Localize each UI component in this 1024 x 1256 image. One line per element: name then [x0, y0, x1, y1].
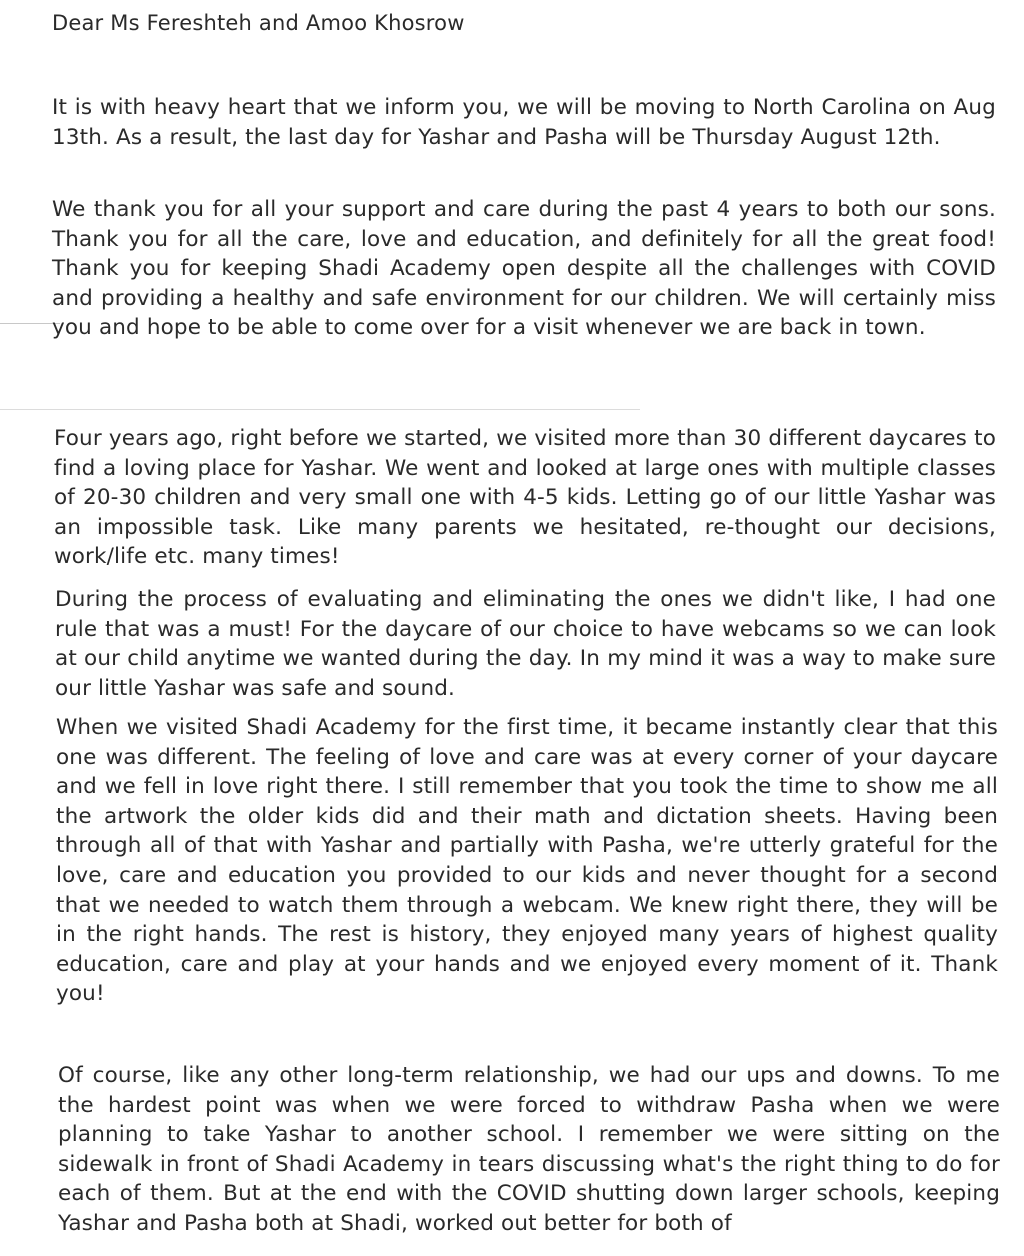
paragraph-first-visit: When we visited Shadi Academy for the first time, it became instantly clear that this one was different. The feeling of love and care was at every corner of your daycare and we fell in love right there. I still remember that you took the time to show me all the artwork the older kids did and their math and dictation sheets. Having been through all of that with Yashar and partially with Pasha, we're utterly grateful for the love, care and education you provided to our kids and never thought for a second that we needed to watch them through a webcam. We knew right there, they will be in the right hands. The rest is history, they enjoyed many years of highest quality education, care and play at your hands and we enjoyed every moment of it. Thank you!	[56, 715, 998, 1007]
paragraph-daycare-search: Four years ago, right before we started, we visited more than 30 different daycares to find a loving place for Yashar. We went and looked at large ones with multiple classes of 20-30 children and very small one with 4-5 kids. Letting go of our little Yashar was an impossible task. Like many parents we hesitated, re-thought our decisions, work/life etc. many times!	[54, 426, 996, 570]
letter-salutation: Dear Ms Fereshteh and Amoo Khosrow	[52, 11, 465, 35]
paragraph-ups-and-downs: Of course, like any other long-term relationship, we had our ups and downs. To me the hardest point was when we were forced to withdraw Pasha when we were planning to take Yashar to another school. I remember we were sitting on the sidewalk in front of Shadi Academy in tears discussing what's the right thing to do for each of them. But at the end with the COVID shutting down larger schools, keeping Yashar and Pasha both at Shadi, worked out better for both of	[58, 1063, 1000, 1236]
paragraph-moving-announcement: It is with heavy heart that we inform you, we will be moving to North Carolina on Aug 13th. As a result, the last day for Yashar and Pasha will be Thursday August 12th.	[52, 95, 996, 150]
paragraph-thanks: We thank you for all your support and care during the past 4 years to both our sons. Thank you for all the care, love and education, and definitely for all the great food! Thank you for keeping Shadi Academy open despite all the challenges with COVID and providing a healthy and safe environment for our children. We will certainly miss you and hope to be able to come over for a visit whenever we are back in town.	[52, 197, 996, 341]
scan-artifact-line	[0, 323, 60, 324]
paragraph-webcam-rule: During the process of evaluating and eliminating the ones we didn't like, I had one rule that was a must! For the daycare of our choice to have webcams so we can look at our child anytime we wanted during the day. In my mind it was a way to make sure our little Yashar was safe and sound.	[55, 587, 996, 701]
scan-artifact-line	[0, 409, 640, 410]
